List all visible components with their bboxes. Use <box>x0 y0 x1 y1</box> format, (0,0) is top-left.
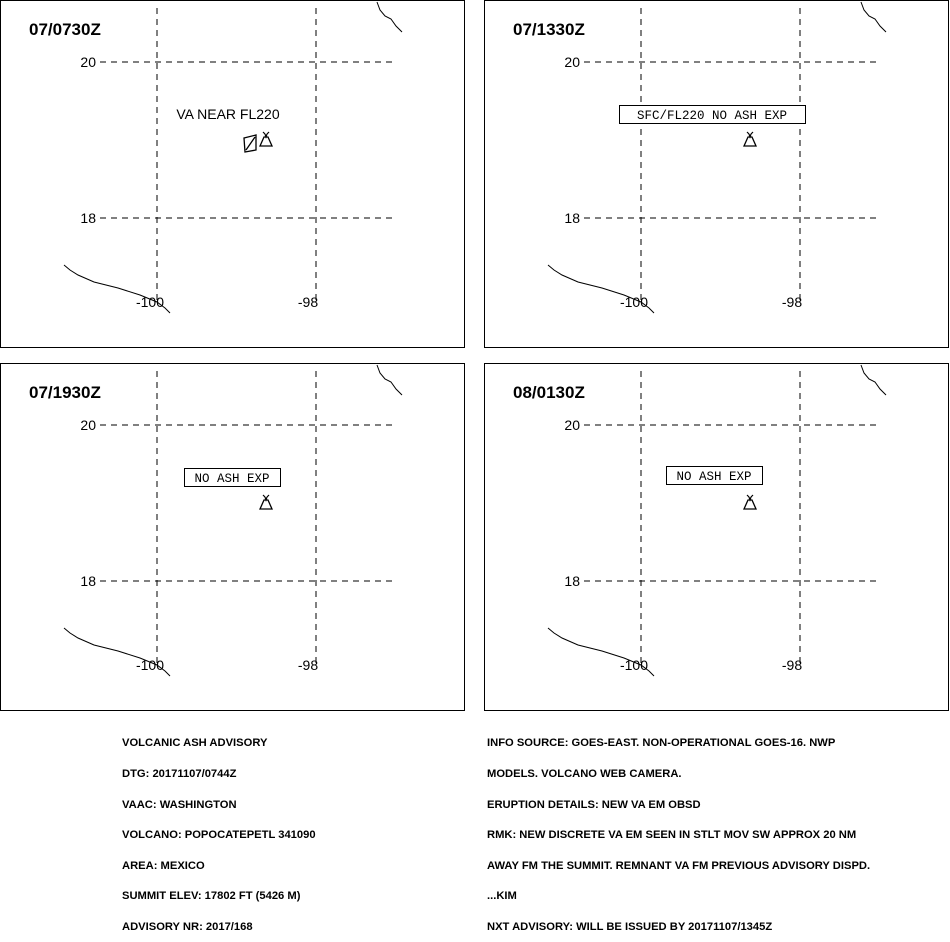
forecast-panel-0130 <box>484 363 949 711</box>
forecast-panel-0730 <box>0 0 465 348</box>
panel-time: 07/0730Z <box>29 20 101 39</box>
map-panel-svg <box>484 0 949 348</box>
lon-label-98: -98 <box>781 294 803 310</box>
lat-label-20: 20 <box>564 417 580 433</box>
advisory-line: ADVISORY NR: 2017/168 <box>122 920 253 933</box>
advisory-line: VOLCANIC ASH ADVISORY <box>122 737 268 750</box>
advisory-line: SUMMIT ELEV: 17802 FT (5426 M) <box>122 890 301 903</box>
ash-note: NO ASH EXP <box>194 472 270 486</box>
map-panel-svg <box>484 363 949 711</box>
panel-time: 07/1930Z <box>29 383 101 402</box>
advisory-details-block <box>487 718 870 942</box>
panel-border <box>1 364 465 711</box>
lat-label-20: 20 <box>80 417 96 433</box>
panel-border <box>485 1 949 348</box>
lon-label-98: -98 <box>297 657 319 673</box>
advisory-line: ...KIM <box>487 890 517 903</box>
advisory-line: VOLCANO: POPOCATEPETL 341090 <box>122 829 316 842</box>
panel-border <box>1 1 465 348</box>
advisory-line: RMK: NEW DISCRETE VA EM SEEN IN STLT MOV SW APPROX 20 NM <box>487 829 857 842</box>
panel-time: 08/0130Z <box>513 383 585 402</box>
ash-note: VA NEAR FL220 <box>176 106 280 122</box>
advisory-line: ERUPTION DETAILS: NEW VA EM OBSD <box>487 798 701 811</box>
advisory-line: NXT ADVISORY: WILL BE ISSUED BY 20171107/1345Z <box>487 920 773 933</box>
lat-label-18: 18 <box>564 573 580 589</box>
panel-time: 07/1330Z <box>513 20 585 39</box>
map-panel-svg <box>0 0 465 348</box>
map-panel-svg <box>0 363 465 711</box>
lon-label-100: -100 <box>135 657 165 673</box>
lon-label-100: -100 <box>135 294 165 310</box>
forecast-panel-1930 <box>0 363 465 711</box>
ash-note: SFC/FL220 NO ASH EXP <box>636 109 788 123</box>
lon-label-100: -100 <box>619 657 649 673</box>
lat-label-18: 18 <box>80 210 96 226</box>
advisory-line: INFO SOURCE: GOES-EAST. NON-OPERATIONAL GOES-16. NWP <box>487 737 836 750</box>
advisory-header-block <box>122 718 316 942</box>
lat-label-20: 20 <box>564 54 580 70</box>
advisory-line: AWAY FM THE SUMMIT. REMNANT VA FM PREVIOUS ADVISORY DISPD. <box>487 859 871 872</box>
lon-label-98: -98 <box>297 294 319 310</box>
advisory-line: AREA: MEXICO <box>122 859 205 872</box>
lat-label-20: 20 <box>80 54 96 70</box>
lat-label-18: 18 <box>80 573 96 589</box>
forecast-panel-1330 <box>484 0 949 348</box>
ash-note: NO ASH EXP <box>676 470 752 484</box>
advisory-line: DTG: 20171107/0744Z <box>122 768 237 780</box>
lon-label-100: -100 <box>619 294 649 310</box>
lon-label-98: -98 <box>781 657 803 673</box>
panel-border <box>485 364 949 711</box>
lat-label-18: 18 <box>564 210 580 226</box>
advisory-line: MODELS. VOLCANO WEB CAMERA. <box>487 768 682 780</box>
advisory-line: VAAC: WASHINGTON <box>122 798 237 811</box>
